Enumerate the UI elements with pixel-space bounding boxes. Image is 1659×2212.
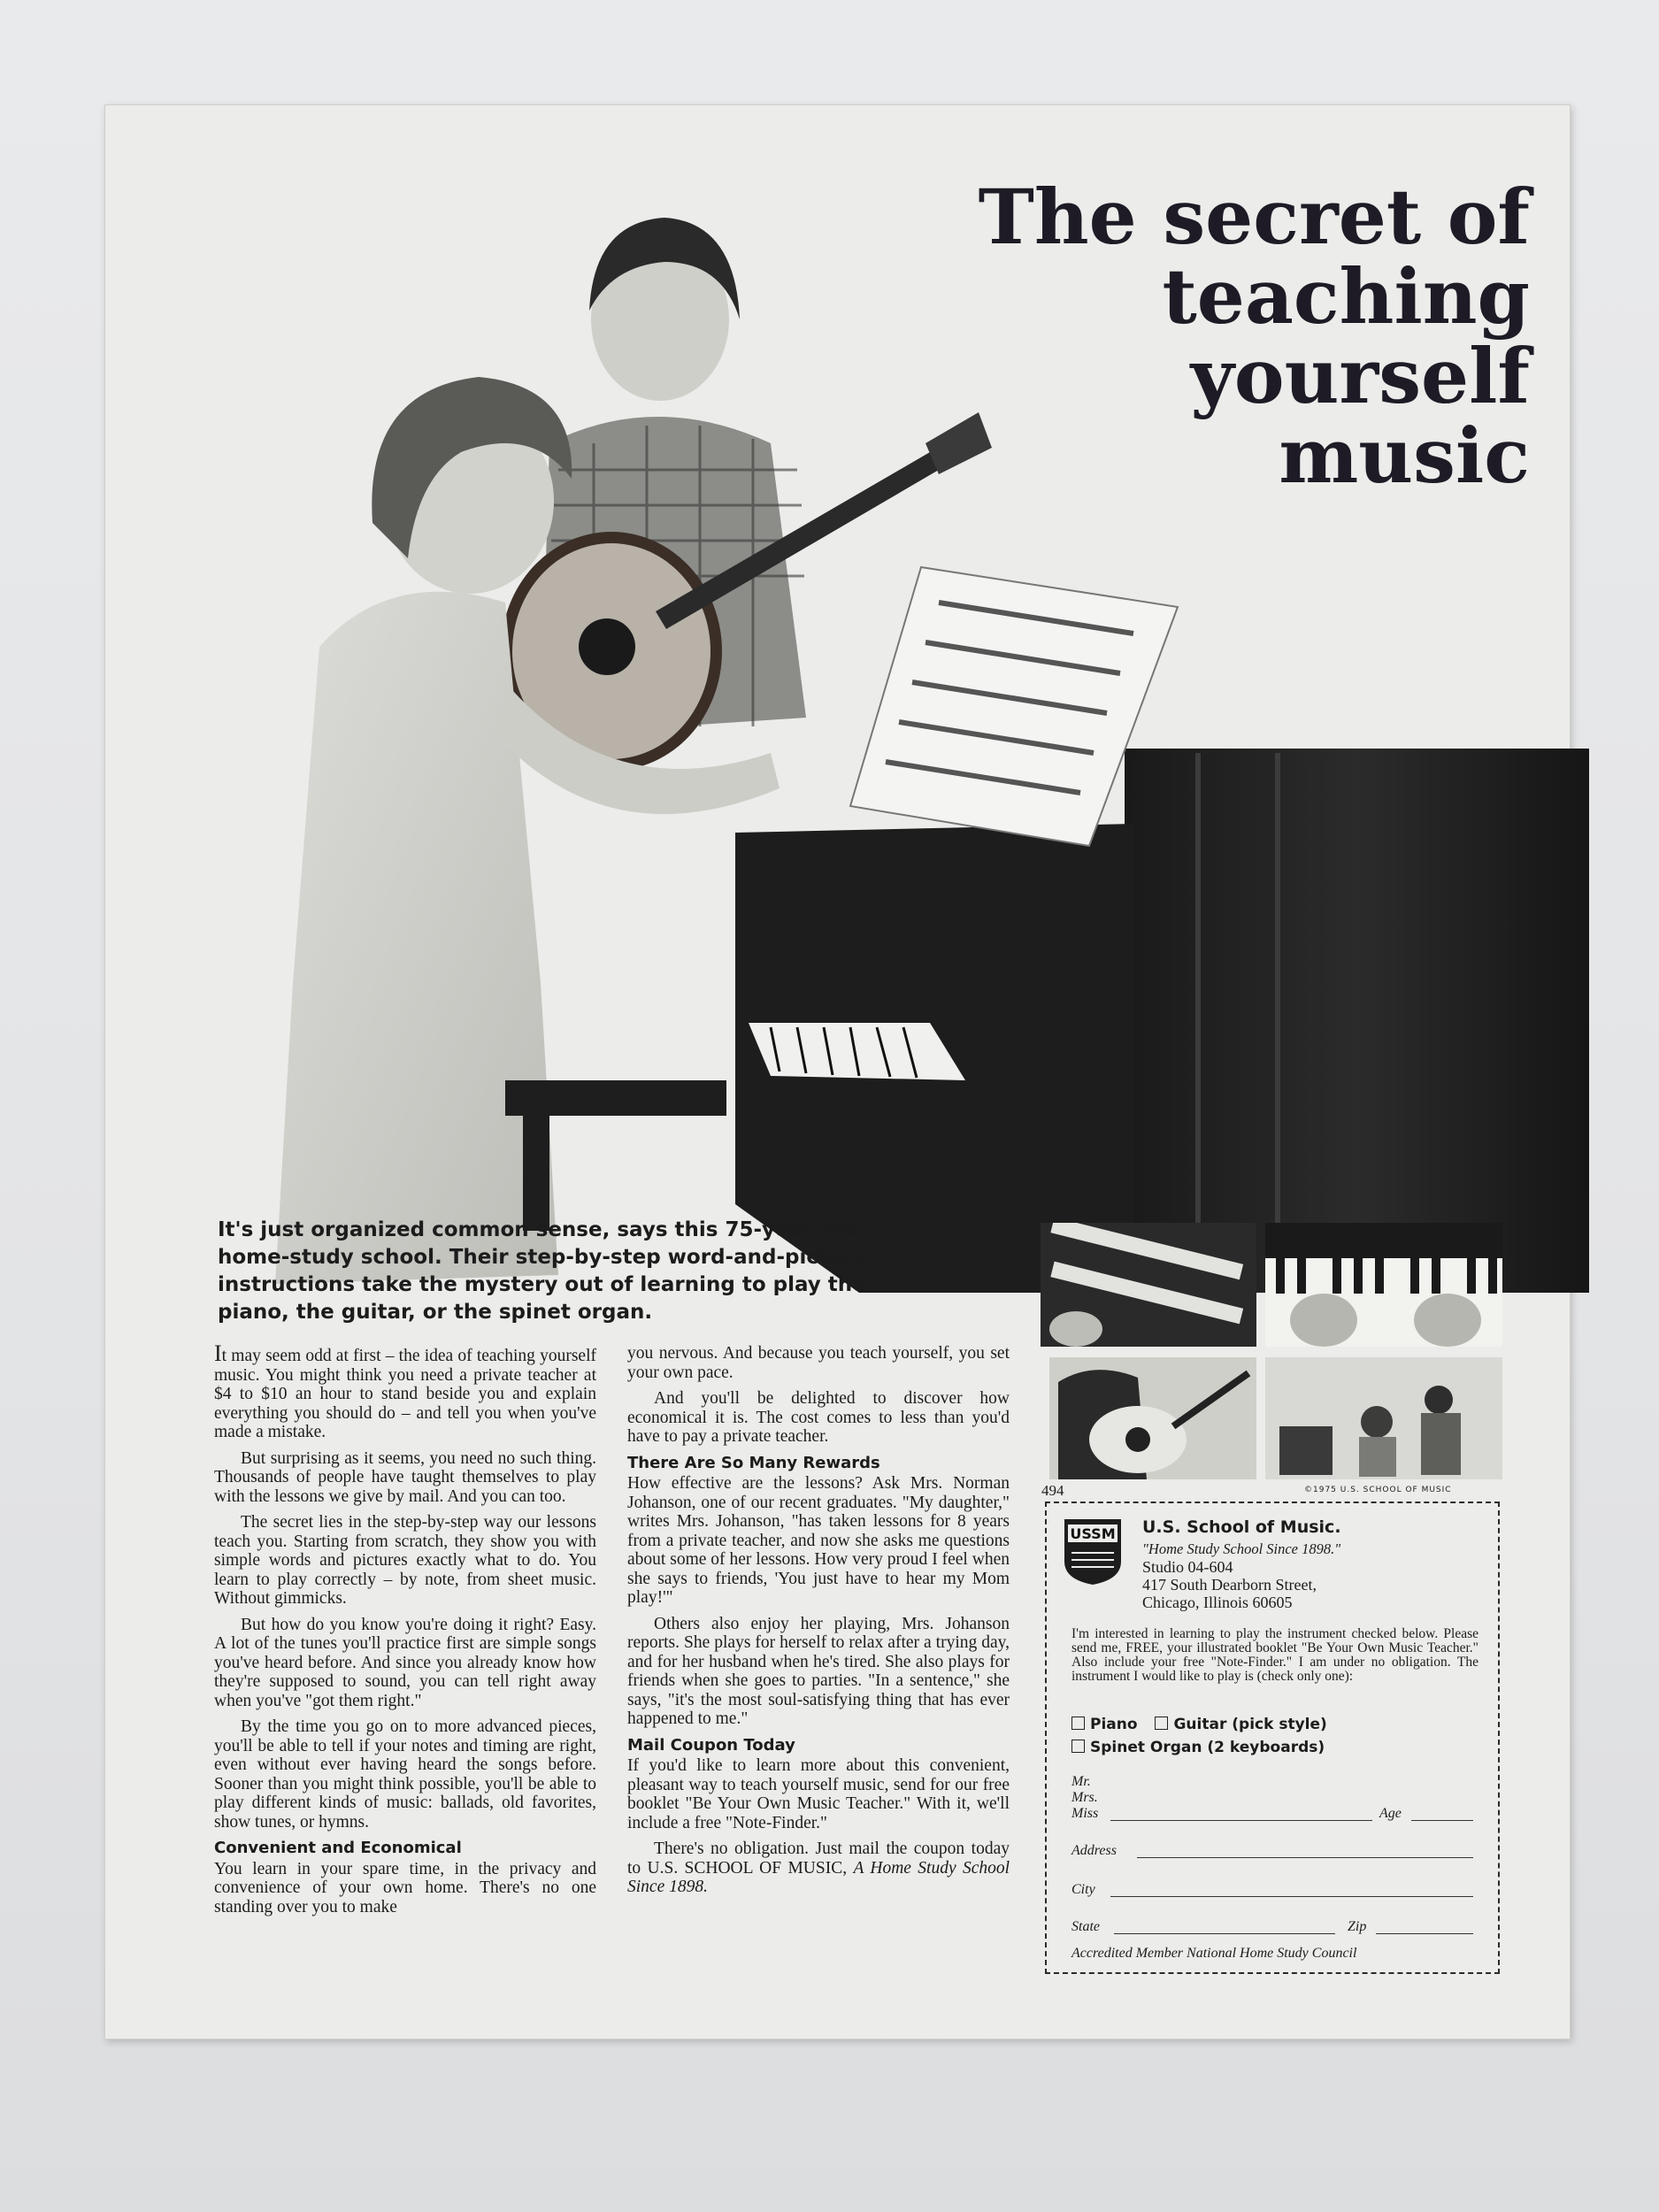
label-state: State: [1071, 1919, 1100, 1934]
name-field[interactable]: [1110, 1820, 1372, 1821]
logo-text: USSM: [1070, 1525, 1116, 1542]
ussm-shield-logo: [1063, 1517, 1123, 1586]
school-name: U.S. School of Music.: [1142, 1517, 1341, 1537]
label-mr: Mr.: [1071, 1774, 1091, 1789]
article-column-1: [214, 1340, 596, 1924]
label-zip: Zip: [1348, 1919, 1367, 1934]
guitar-checkbox[interactable]: [1155, 1717, 1168, 1730]
city-line: Chicago, Illinois 60605: [1142, 1594, 1293, 1611]
drop-cap: I: [214, 1340, 222, 1366]
column2-p5: If you'd like to learn more about this convenient, pleasant way to teach yourself music, send for our free booklet "Be Your Own Music Teacher." With it, we'll include a free "Note-Finder.": [627, 1756, 1010, 1832]
column1-p2: But surprising as it seems, you need no such thing. Thousands of people have taught themselves to play with the lessons we give by mail. And you can too.: [214, 1448, 596, 1506]
intro-paragraph: It's just organized common sense, says this 75-year-old home-study school. Their step-by-step word-and-picture instructions take the mystery out of learning to play the piano, the guitar, or the spinet organ.: [218, 1218, 867, 1324]
mail-coupon[interactable]: [1045, 1502, 1500, 1974]
headline-line-1: The secret of: [978, 173, 1530, 262]
column2-p3: How effective are the lessons? Ask Mrs. Norman Johanson, one of our recent graduates. "My daughter," writes Mrs. Johanson, "has taken lessons for 8 years from a private teacher, and now she asks me questions about some of her lessons. How very proud I feel when she says to friends, 'You just have to hear my Mom play!'": [627, 1474, 1010, 1607]
studio-line: Studio 04-604: [1142, 1558, 1233, 1576]
column1-p5: By the time you go on to more advanced pieces, you'll be able to tell if your notes and timing are right, even without ever having heard the songs before. Sooner than you might think possible, you'll be able to play different kinds of music: ballads, old favorites, show tunes, or hymns.: [214, 1717, 596, 1832]
column1-p1-text: t may seem odd at first – the idea of teaching yourself music. You might think you need a private teacher at $4 to $10 an hour to stand beside you and explain everything you should do – and tell you when you've made a mistake.: [214, 1347, 596, 1441]
coupon-body-text: I'm interested in learning to play the instrument checked below. Please send me, FREE, your illustrated booklet "Be Your Own Music Teacher." Also include your free "Note-Finder." I am under no obligation. The instrument I would like to play is (check only one):: [1071, 1626, 1479, 1684]
column2-p2: And you'll be delighted to discover how economical it is. The cost comes to less than you'd have to pay a private teacher.: [627, 1389, 1010, 1446]
headline-line-2: teaching yourself: [1162, 253, 1530, 421]
main-photo: [240, 187, 1589, 1293]
column2-p6-italic: A Home Study School Since 1898.: [627, 1858, 1010, 1896]
thumb-family-room: [1265, 1357, 1502, 1479]
column1-heading: Convenient and Economical: [214, 1839, 462, 1857]
state-field[interactable]: [1114, 1933, 1335, 1934]
label-address: Address: [1071, 1843, 1117, 1858]
page-number: 494: [1041, 1482, 1064, 1499]
piano-upper: [1125, 749, 1589, 1293]
piano-label: Piano: [1090, 1716, 1138, 1733]
column2-p6-text: There's no obligation. Just mail the coupon today to U.S. SCHOOL OF MUSIC,: [627, 1839, 1010, 1878]
piano-bench: [505, 1080, 726, 1116]
thumb-organ-keys: [1041, 1223, 1256, 1347]
school-tagline: "Home Study School Since 1898.": [1142, 1540, 1341, 1557]
instrument-options-row-2: [1071, 1739, 1325, 1756]
column1-p1: [214, 1340, 596, 1442]
school-address: [1142, 1558, 1317, 1611]
street-line: 417 South Dearborn Street,: [1142, 1576, 1317, 1594]
guitar-label: Guitar (pick style): [1173, 1716, 1327, 1733]
zip-field[interactable]: [1376, 1933, 1473, 1934]
magazine-page: [104, 104, 1571, 2039]
address-field[interactable]: [1137, 1857, 1473, 1858]
label-mrs: Mrs.: [1071, 1790, 1098, 1805]
column2-heading-1: There Are So Many Rewards: [627, 1453, 880, 1472]
piano-checkbox[interactable]: [1071, 1717, 1085, 1730]
column2-p6: [627, 1839, 1010, 1897]
organ-label: Spinet Organ (2 keyboards): [1090, 1739, 1325, 1756]
label-city: City: [1071, 1882, 1095, 1897]
column1-p3: The secret lies in the step-by-step way our lessons teach you. Starting from scratch, they show you with simple words and pictures exactly what to do. You learn to play correctly – by note, from sheet music. Without gimmicks.: [214, 1513, 596, 1608]
thumb-guitar-player: [1049, 1357, 1256, 1479]
accreditation-line: Accredited Member National Home Study Council: [1071, 1946, 1357, 1961]
thumbnail-photos: [1041, 1223, 1502, 1479]
age-field[interactable]: [1411, 1820, 1473, 1821]
organ-checkbox[interactable]: [1071, 1740, 1085, 1753]
city-field[interactable]: [1110, 1896, 1473, 1897]
column1-p4: But how do you know you're doing it right? Easy. A lot of the tunes you'll practice first are simple songs you've heard before. And since you already know how they're supposed to sound, you can tell right away when you've "got them right.": [214, 1615, 596, 1710]
copyright-line: ©1975 U.S. SCHOOL OF MUSIC: [1304, 1486, 1452, 1494]
column2-p1: you nervous. And because you teach yourself, you set your own pace.: [627, 1344, 1010, 1382]
headline-line-3: music: [1279, 412, 1530, 501]
label-age: Age: [1379, 1806, 1402, 1821]
thumb-piano-hands: [1265, 1223, 1502, 1347]
label-miss: Miss: [1071, 1806, 1099, 1821]
column1-p6: You learn in your spare time, in the privacy and convenience of your own home. There's no one standing over you to make: [214, 1859, 596, 1916]
column2-p4: Others also enjoy her playing, Mrs. Johanson reports. She plays for herself to relax after a trying day, and for her husband when he's tired. She also plays for friends when she goes to parties. "In a sentence," she says, "it's the most soul-satisfying thing that has ever happened to me.": [627, 1614, 1010, 1728]
article-column-2: [627, 1344, 1010, 1904]
instrument-options-row-1: [1071, 1716, 1327, 1733]
column2-heading-2: Mail Coupon Today: [627, 1735, 795, 1755]
